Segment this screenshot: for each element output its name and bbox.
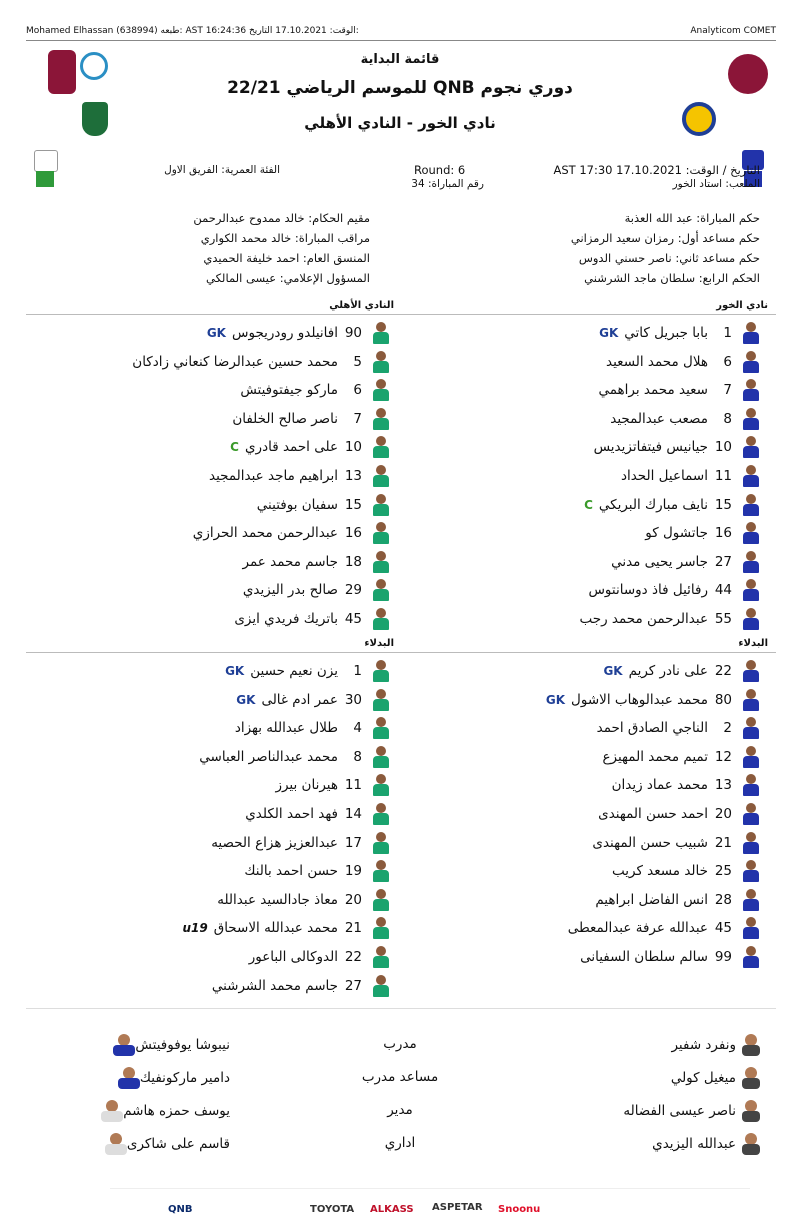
player-number: 44	[714, 582, 732, 599]
player-number: 21	[714, 834, 732, 851]
staff-away	[18, 1133, 238, 1155]
player-photo-icon	[372, 551, 390, 573]
staff-home	[671, 1034, 760, 1056]
officials-left	[193, 208, 370, 288]
player-number: 1	[353, 663, 362, 679]
player-photo-icon	[372, 660, 390, 682]
staff-role: مدير	[387, 1102, 413, 1118]
staff-home-name: عبدالله اليزيدي	[652, 1136, 736, 1152]
player-name: نايف مبارك البريكي	[598, 496, 708, 513]
goalkeeper-badge: GK	[206, 326, 226, 340]
player-number: 2	[723, 720, 732, 737]
player-photo-icon	[742, 860, 760, 882]
player-name: عبدالرحمن محمد رجب	[579, 611, 708, 627]
player-number: 10	[344, 439, 362, 456]
match-number	[384, 178, 484, 190]
staff-role: مساعد مدرب	[361, 1069, 439, 1085]
sponsor-bar	[120, 1200, 760, 1224]
player-name: فهد احمد الكلدي	[245, 806, 338, 822]
sponsor-alkass: ALKASS	[370, 1204, 414, 1215]
staff-home	[623, 1100, 760, 1122]
player-number: 19	[344, 863, 362, 880]
player-name: هيرنان بيرز	[275, 777, 338, 794]
player-row	[90, 608, 390, 630]
staff-role: مدرب	[383, 1036, 417, 1052]
player-photo-icon	[372, 436, 390, 458]
print-date: 17.10.2021	[275, 26, 327, 36]
player-photo-icon	[372, 889, 390, 911]
player-row	[420, 322, 760, 344]
league-title: دوري نجوم QNB للموسم الرياضي 22/21	[227, 78, 573, 98]
player-name: سفيان بوفتيني	[256, 496, 338, 513]
player-photo-icon	[372, 608, 390, 630]
player-number: 1	[723, 325, 732, 341]
player-row	[420, 608, 760, 630]
player-number: 10	[714, 439, 732, 456]
player-number: 28	[714, 891, 732, 908]
player-photo-icon	[372, 522, 390, 544]
player-name: سعيد محمد براهمي	[598, 382, 708, 399]
player-number: 7	[723, 382, 732, 399]
player-photo-icon	[372, 832, 390, 854]
staff-photo-icon	[118, 1067, 140, 1089]
player-row	[90, 494, 390, 516]
player-name: سالم سلطان السفيانى	[580, 949, 708, 965]
staff-home-name: ناصر عيسى الفضاله	[623, 1103, 736, 1119]
player-photo-icon	[742, 551, 760, 573]
print-header	[26, 26, 776, 41]
player-number: 20	[714, 806, 732, 822]
player-row	[90, 351, 390, 373]
player-photo-icon	[742, 408, 760, 430]
player-row	[420, 832, 760, 854]
player-row	[420, 522, 760, 544]
player-number: 15	[714, 496, 732, 513]
player-number: 27	[344, 977, 362, 994]
player-row	[90, 322, 390, 344]
player-name: جاسم محمد عمر	[242, 553, 338, 570]
player-row	[90, 975, 390, 997]
player-photo-icon	[742, 522, 760, 544]
player-name: حسن احمد بالنك	[244, 863, 338, 880]
age-category: الفئة العمرية: الفريق الاول	[164, 164, 280, 176]
player-row	[420, 436, 760, 458]
player-photo-icon	[372, 717, 390, 739]
staff-away-name: نيبوشا يوفوفيتش	[135, 1037, 230, 1053]
player-photo-icon	[372, 408, 390, 430]
venue-label: الملعب:	[725, 178, 760, 190]
player-photo-icon	[372, 975, 390, 997]
divider-starters	[26, 314, 776, 315]
player-name: ماركو جيفتوفيتش	[240, 382, 338, 399]
captain-badge: C	[230, 440, 239, 455]
home-team-label: نادي الخور	[716, 300, 768, 311]
player-number: 11	[714, 468, 732, 484]
sponsor-snoonu: Snoonu	[498, 1204, 541, 1215]
player-number: 20	[344, 891, 362, 908]
player-photo-icon	[742, 746, 760, 768]
player-name: خالد مسعد كريب	[611, 863, 708, 880]
player-name: افانيلدو رودريجوس	[231, 325, 338, 341]
staff-photo-icon	[742, 1133, 760, 1155]
player-number: 99	[714, 949, 732, 965]
player-number: 6	[353, 382, 362, 399]
goalkeeper-badge: GK	[603, 664, 623, 678]
staff-role: اداري	[384, 1135, 416, 1151]
staff-away-name: يوسف حمزه هاشم	[123, 1103, 230, 1119]
player-row	[420, 351, 760, 373]
player-row	[90, 408, 390, 430]
player-photo-icon	[372, 579, 390, 601]
player-number: 80	[714, 691, 732, 708]
player-row	[420, 917, 760, 939]
player-row	[420, 860, 760, 882]
player-photo-icon	[372, 465, 390, 487]
print-time: AST 16:24:36	[185, 26, 247, 36]
player-photo-icon	[372, 351, 390, 373]
player-photo-icon	[742, 917, 760, 939]
official-coordinator: المنسق العام: احمد خليفة الحميدي	[203, 251, 370, 265]
player-photo-icon	[372, 379, 390, 401]
player-row	[420, 774, 760, 796]
player-number: 29	[344, 582, 362, 599]
player-name: انس الفاضل ابراهيم	[595, 891, 708, 908]
player-name: الناجي الصادق احمد	[596, 720, 708, 737]
player-name: تميم محمد المهيزع	[602, 748, 708, 765]
player-name: صالح بدر اليزيدي	[242, 582, 338, 599]
player-photo-icon	[372, 746, 390, 768]
player-photo-icon	[372, 946, 390, 968]
player-number: 5	[353, 353, 362, 370]
datetime-value: AST 17:30 17.10.2021	[553, 163, 682, 177]
player-name: اسماعيل الحداد	[620, 468, 708, 484]
player-photo-icon	[372, 494, 390, 516]
datetime-label: التاريخ / الوقت:	[685, 163, 760, 177]
player-name: على نادر كريم	[628, 663, 708, 679]
player-row	[420, 379, 760, 401]
player-photo-icon	[372, 322, 390, 344]
goalkeeper-badge: GK	[599, 326, 619, 340]
player-photo-icon	[742, 946, 760, 968]
u19-badge: u19	[182, 921, 208, 936]
player-photo-icon	[742, 608, 760, 630]
player-name: محمد عبدالناصر العباسي	[199, 748, 338, 765]
match-venue	[673, 178, 760, 190]
player-number: 11	[344, 777, 362, 794]
player-photo-icon	[742, 774, 760, 796]
player-row	[90, 379, 390, 401]
print-date-label: التاريخ:	[249, 26, 359, 36]
player-row	[90, 860, 390, 882]
player-photo-icon	[742, 889, 760, 911]
staff-away	[18, 1067, 238, 1089]
goalkeeper-badge: GK	[545, 692, 566, 707]
player-name: جيانيس فيتفاتزيديس	[593, 439, 708, 456]
official-assistant-2: حكم مساعد ثاني: ناصر حسني الدوس	[578, 251, 760, 265]
player-row	[90, 917, 390, 939]
player-photo-icon	[372, 860, 390, 882]
match-number-label: رقم المباراة:	[428, 178, 484, 190]
sponsor-toyota: TOYOTA	[310, 1204, 355, 1215]
goalkeeper-badge: GK	[236, 692, 256, 707]
player-name: محمد عبدالله الاسحاق	[213, 920, 338, 937]
player-photo-icon	[742, 351, 760, 373]
player-row	[420, 803, 760, 825]
player-photo-icon	[372, 803, 390, 825]
player-name: يزن نعيم حسين	[250, 663, 338, 679]
player-name: شبيب حسن المهندى	[592, 834, 708, 851]
divider-subs	[26, 652, 776, 653]
player-row	[90, 465, 390, 487]
player-row	[420, 494, 760, 516]
player-row	[420, 889, 760, 911]
away-subs-label: البدلاء	[364, 638, 394, 649]
staff-photo-icon	[742, 1067, 760, 1089]
player-number: 14	[344, 806, 362, 822]
player-photo-icon	[742, 803, 760, 825]
player-name: بابا جبريل كاتي	[624, 325, 708, 341]
player-name: محمد عبدالوهاب الاشول	[571, 691, 708, 708]
player-number: 7	[353, 410, 362, 427]
official-media: المسؤول الإعلامي: عيسى المالكي	[206, 271, 370, 285]
print-time-label: الوقت:	[329, 26, 356, 36]
player-row	[420, 551, 760, 573]
printed-by: Mohamed Elhassan (638994)	[26, 26, 158, 36]
player-name: معاذ جادالسيد عبدالله	[217, 891, 338, 908]
player-number: 12	[714, 748, 732, 765]
away-team-label: النادي الأهلي	[329, 300, 394, 311]
player-number: 22	[344, 949, 362, 965]
staff-home	[652, 1133, 760, 1155]
player-number: 21	[344, 920, 362, 937]
player-row	[90, 579, 390, 601]
player-number: 18	[344, 553, 362, 570]
staff-home-name: ونفرد شفير	[671, 1037, 736, 1053]
player-photo-icon	[742, 660, 760, 682]
player-name: على احمد قادري	[244, 439, 338, 456]
player-row	[90, 717, 390, 739]
player-name: عمر ادم غالى	[261, 691, 338, 708]
player-number: 4	[353, 720, 362, 737]
player-name: جاسر يحيى مدني	[611, 553, 708, 570]
player-number: 8	[353, 748, 362, 765]
official-assessor: مقيم الحكام: خالد ممدوح عبدالرحمن	[193, 211, 370, 225]
player-name: احمد حسن المهندى	[598, 806, 708, 822]
player-row	[90, 774, 390, 796]
home-subs-label: البدلاء	[738, 638, 768, 649]
player-number: 45	[714, 920, 732, 937]
match-datetime	[554, 163, 761, 177]
player-photo-icon	[372, 689, 390, 711]
player-number: 55	[714, 611, 732, 627]
player-number: 15	[344, 496, 362, 513]
player-row	[420, 465, 760, 487]
player-row	[420, 579, 760, 601]
player-number: 16	[344, 525, 362, 542]
staff-away-name: قاسم على شاكرى	[126, 1136, 230, 1152]
player-name: عبدالرحمن محمد الحرازي	[192, 525, 338, 542]
staff-away-name: دامير ماركونفيك	[139, 1070, 230, 1086]
player-row	[90, 889, 390, 911]
staff-away	[18, 1100, 238, 1122]
player-photo-icon	[742, 832, 760, 854]
player-number: 45	[344, 611, 362, 627]
player-number: 17	[344, 834, 362, 851]
player-name: محمد عماد زيدان	[611, 777, 708, 794]
sponsor-qnb: QNB	[168, 1204, 193, 1215]
player-row	[90, 946, 390, 968]
player-photo-icon	[372, 774, 390, 796]
player-number: 13	[344, 468, 362, 484]
player-photo-icon	[742, 379, 760, 401]
official-commissioner: مراقب المباراة: خالد محمد الكواري	[200, 231, 370, 245]
player-row	[90, 832, 390, 854]
player-number: 30	[344, 691, 362, 708]
player-name: هلال محمد السعيد	[606, 353, 708, 370]
printed-label: طبعه:	[160, 26, 183, 36]
player-number: 25	[714, 863, 732, 880]
brand: Analyticom COMET	[690, 26, 776, 36]
player-number: 13	[714, 777, 732, 794]
player-row	[90, 522, 390, 544]
player-row	[90, 436, 390, 458]
player-name: ابراهيم ماجد عبدالمجيد	[208, 468, 338, 484]
official-referee: حكم المباراة: عبد الله العذبة	[624, 211, 760, 225]
staff-photo-icon	[742, 1034, 760, 1056]
player-name: ناصر صالح الخلفان	[232, 410, 338, 427]
starting-list-title: قائمة البداية	[360, 52, 440, 67]
sponsor-aspetar: ASPETAR	[432, 1202, 483, 1213]
captain-badge: C	[584, 497, 593, 512]
player-row	[90, 746, 390, 768]
round: Round: 6	[414, 163, 466, 177]
venue-value: استاد الخور	[672, 178, 723, 190]
player-photo-icon	[742, 689, 760, 711]
player-name: عبدالعزيز هزاع الحصيه	[211, 834, 338, 851]
player-name: مصعب عبدالمجيد	[610, 410, 708, 427]
player-row	[90, 551, 390, 573]
match-title: نادي الخور - النادي الأهلي	[304, 114, 496, 132]
player-name: عبدالله عرفة عبدالمعطى	[567, 920, 708, 937]
player-row	[90, 660, 390, 682]
staff-photo-icon	[742, 1100, 760, 1122]
player-name: جاتشول كو	[645, 525, 708, 542]
player-row	[420, 408, 760, 430]
player-photo-icon	[372, 917, 390, 939]
player-number: 22	[714, 663, 732, 679]
staff-home	[671, 1067, 760, 1089]
player-name: محمد حسين عبدالرضا كنعاني زادكان	[132, 353, 338, 370]
player-row	[420, 946, 760, 968]
match-number-value: 34	[411, 178, 425, 190]
player-photo-icon	[742, 322, 760, 344]
player-number: 27	[714, 553, 732, 570]
player-name: الدوكالى الباعور	[248, 949, 338, 965]
player-name: طلال عبدالله بهزاد	[234, 720, 338, 737]
player-name: جاسم محمد الشرشني	[211, 977, 338, 994]
player-number: 90	[344, 325, 362, 341]
player-photo-icon	[742, 465, 760, 487]
goalkeeper-badge: GK	[225, 664, 245, 678]
player-row	[420, 689, 760, 711]
player-row	[420, 746, 760, 768]
divider-staff	[26, 1008, 776, 1009]
staff-photo-icon	[101, 1100, 123, 1122]
print-info	[26, 26, 359, 36]
staff-photo-icon	[113, 1034, 135, 1056]
player-photo-icon	[742, 494, 760, 516]
staff-home-name: ميغيل كولي	[670, 1070, 736, 1086]
player-name: باتريك فريدي ايزى	[234, 611, 338, 627]
away-kit-icon	[34, 150, 56, 188]
player-row	[90, 689, 390, 711]
staff-away	[18, 1034, 238, 1056]
player-number: 6	[723, 353, 732, 370]
player-row	[90, 803, 390, 825]
player-photo-icon	[742, 579, 760, 601]
divider-sponsors	[110, 1188, 750, 1189]
player-name: رفائيل فاذ دوسانتوس	[588, 582, 708, 599]
official-fourth: الحكم الرابع: سلطان ماجد الشرشني	[584, 271, 760, 285]
player-number: 16	[714, 525, 732, 542]
player-photo-icon	[742, 436, 760, 458]
official-assistant-1: حكم مساعد أول: رمزان سعيد الرمزاني	[570, 231, 760, 245]
player-row	[420, 660, 760, 682]
officials-right	[571, 208, 760, 288]
player-photo-icon	[742, 717, 760, 739]
player-number: 8	[723, 410, 732, 427]
player-row	[420, 717, 760, 739]
staff-photo-icon	[105, 1133, 127, 1155]
